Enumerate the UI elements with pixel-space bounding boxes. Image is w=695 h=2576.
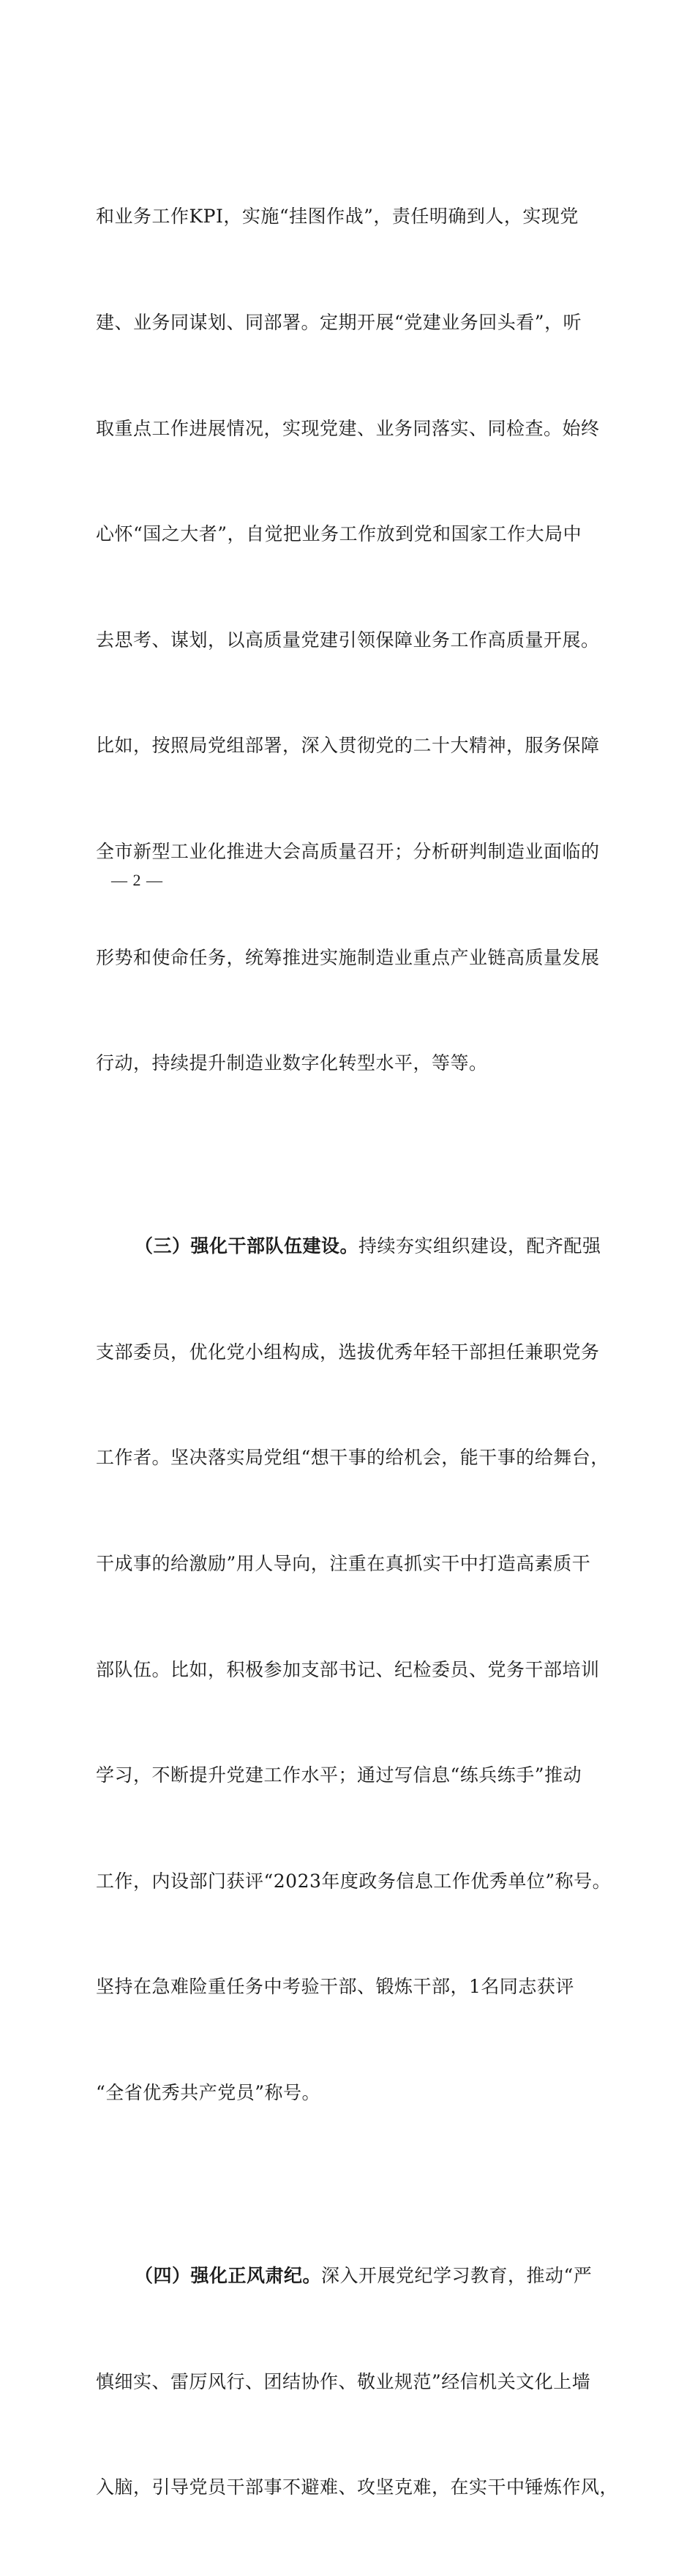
text-line: 慎细实、雷厉风行、团结协作、敬业规范”经信机关文化上墙 — [96, 2370, 591, 2392]
body-text — [96, 129, 619, 2576]
section-heading: （四）强化正风肃纪。 — [135, 2264, 322, 2286]
paragraph-3 — [96, 2188, 619, 2576]
text-line: 入脑，引导党员干部事不避难、攻坚克难，在实干中锤炼作风， — [96, 2476, 619, 2498]
text-line: 比如，按照局党组部署，深入贯彻党的二十大精神，服务保障 — [96, 735, 600, 757]
text-line: 心怀“国之大者”，自觉把业务工作放到党和国家工作大局中 — [96, 523, 582, 545]
text-line: 和业务工作KPI，实施“挂图作战”，责任明确到人，实现党 — [96, 206, 579, 228]
text-line — [96, 1229, 608, 1264]
paragraph-spacer — [96, 2182, 608, 2188]
text-line: 干成事的给激励”用人导向，注重在真抓实干中打造高素质干 — [96, 1552, 591, 1574]
text-line: 全市新型工业化推进大会高质量召开；分析研判制造业面临的 — [96, 840, 600, 862]
heading-continuation: 持续夯实组织建设，配齐配强 — [358, 1235, 601, 1257]
paragraph-spacer — [96, 1152, 608, 1158]
text-line: 取重点工作进展情况，实现党建、业务同落实、同检查。始终 — [96, 417, 600, 439]
heading-continuation: 深入开展党纪学习教育，推动“严 — [321, 2264, 593, 2286]
text-line: 坚持在急难险重任务中考验干部、锻炼干部，1名同志获评 — [96, 1976, 574, 1998]
text-line: 行动，持续提升制造业数字化转型水平，等等。 — [96, 1052, 488, 1074]
text-line: 去思考、谋划，以高质量党建引领保障业务工作高质量开展。 — [96, 629, 600, 651]
text-line: 建、业务同谋划、同部署。定期开展“党建业务回头看”，听 — [96, 312, 582, 333]
text-line: 工作者。坚决落实局党组“想干事的给机会，能干事的给舞台， — [96, 1447, 609, 1469]
text-line: 形势和使命任务，统筹推进实施制造业重点产业链高质量发展 — [96, 946, 600, 968]
text-line: “全省优秀共产党员”称号。 — [96, 2081, 321, 2103]
text-line — [96, 2258, 608, 2294]
page-number: — 2 — — [111, 871, 163, 889]
text-line: 支部委员，优化党小组构成，选拔优秀年轻干部担任兼职党务 — [96, 1341, 600, 1363]
paragraph-1 — [96, 129, 608, 1152]
text-line: 部队伍。比如，积极参加支部书记、纪检委员、党务干部培训 — [96, 1658, 600, 1680]
text-line: 工作，内设部门获评“2023年度政务信息工作优秀单位”称号。 — [96, 1870, 612, 1892]
text-line: 学习，不断提升党建工作水平；通过写信息“练兵练手”推动 — [96, 1764, 582, 1786]
section-heading: （三）强化干部队伍建设。 — [135, 1235, 359, 1257]
paragraph-2 — [96, 1158, 612, 2182]
